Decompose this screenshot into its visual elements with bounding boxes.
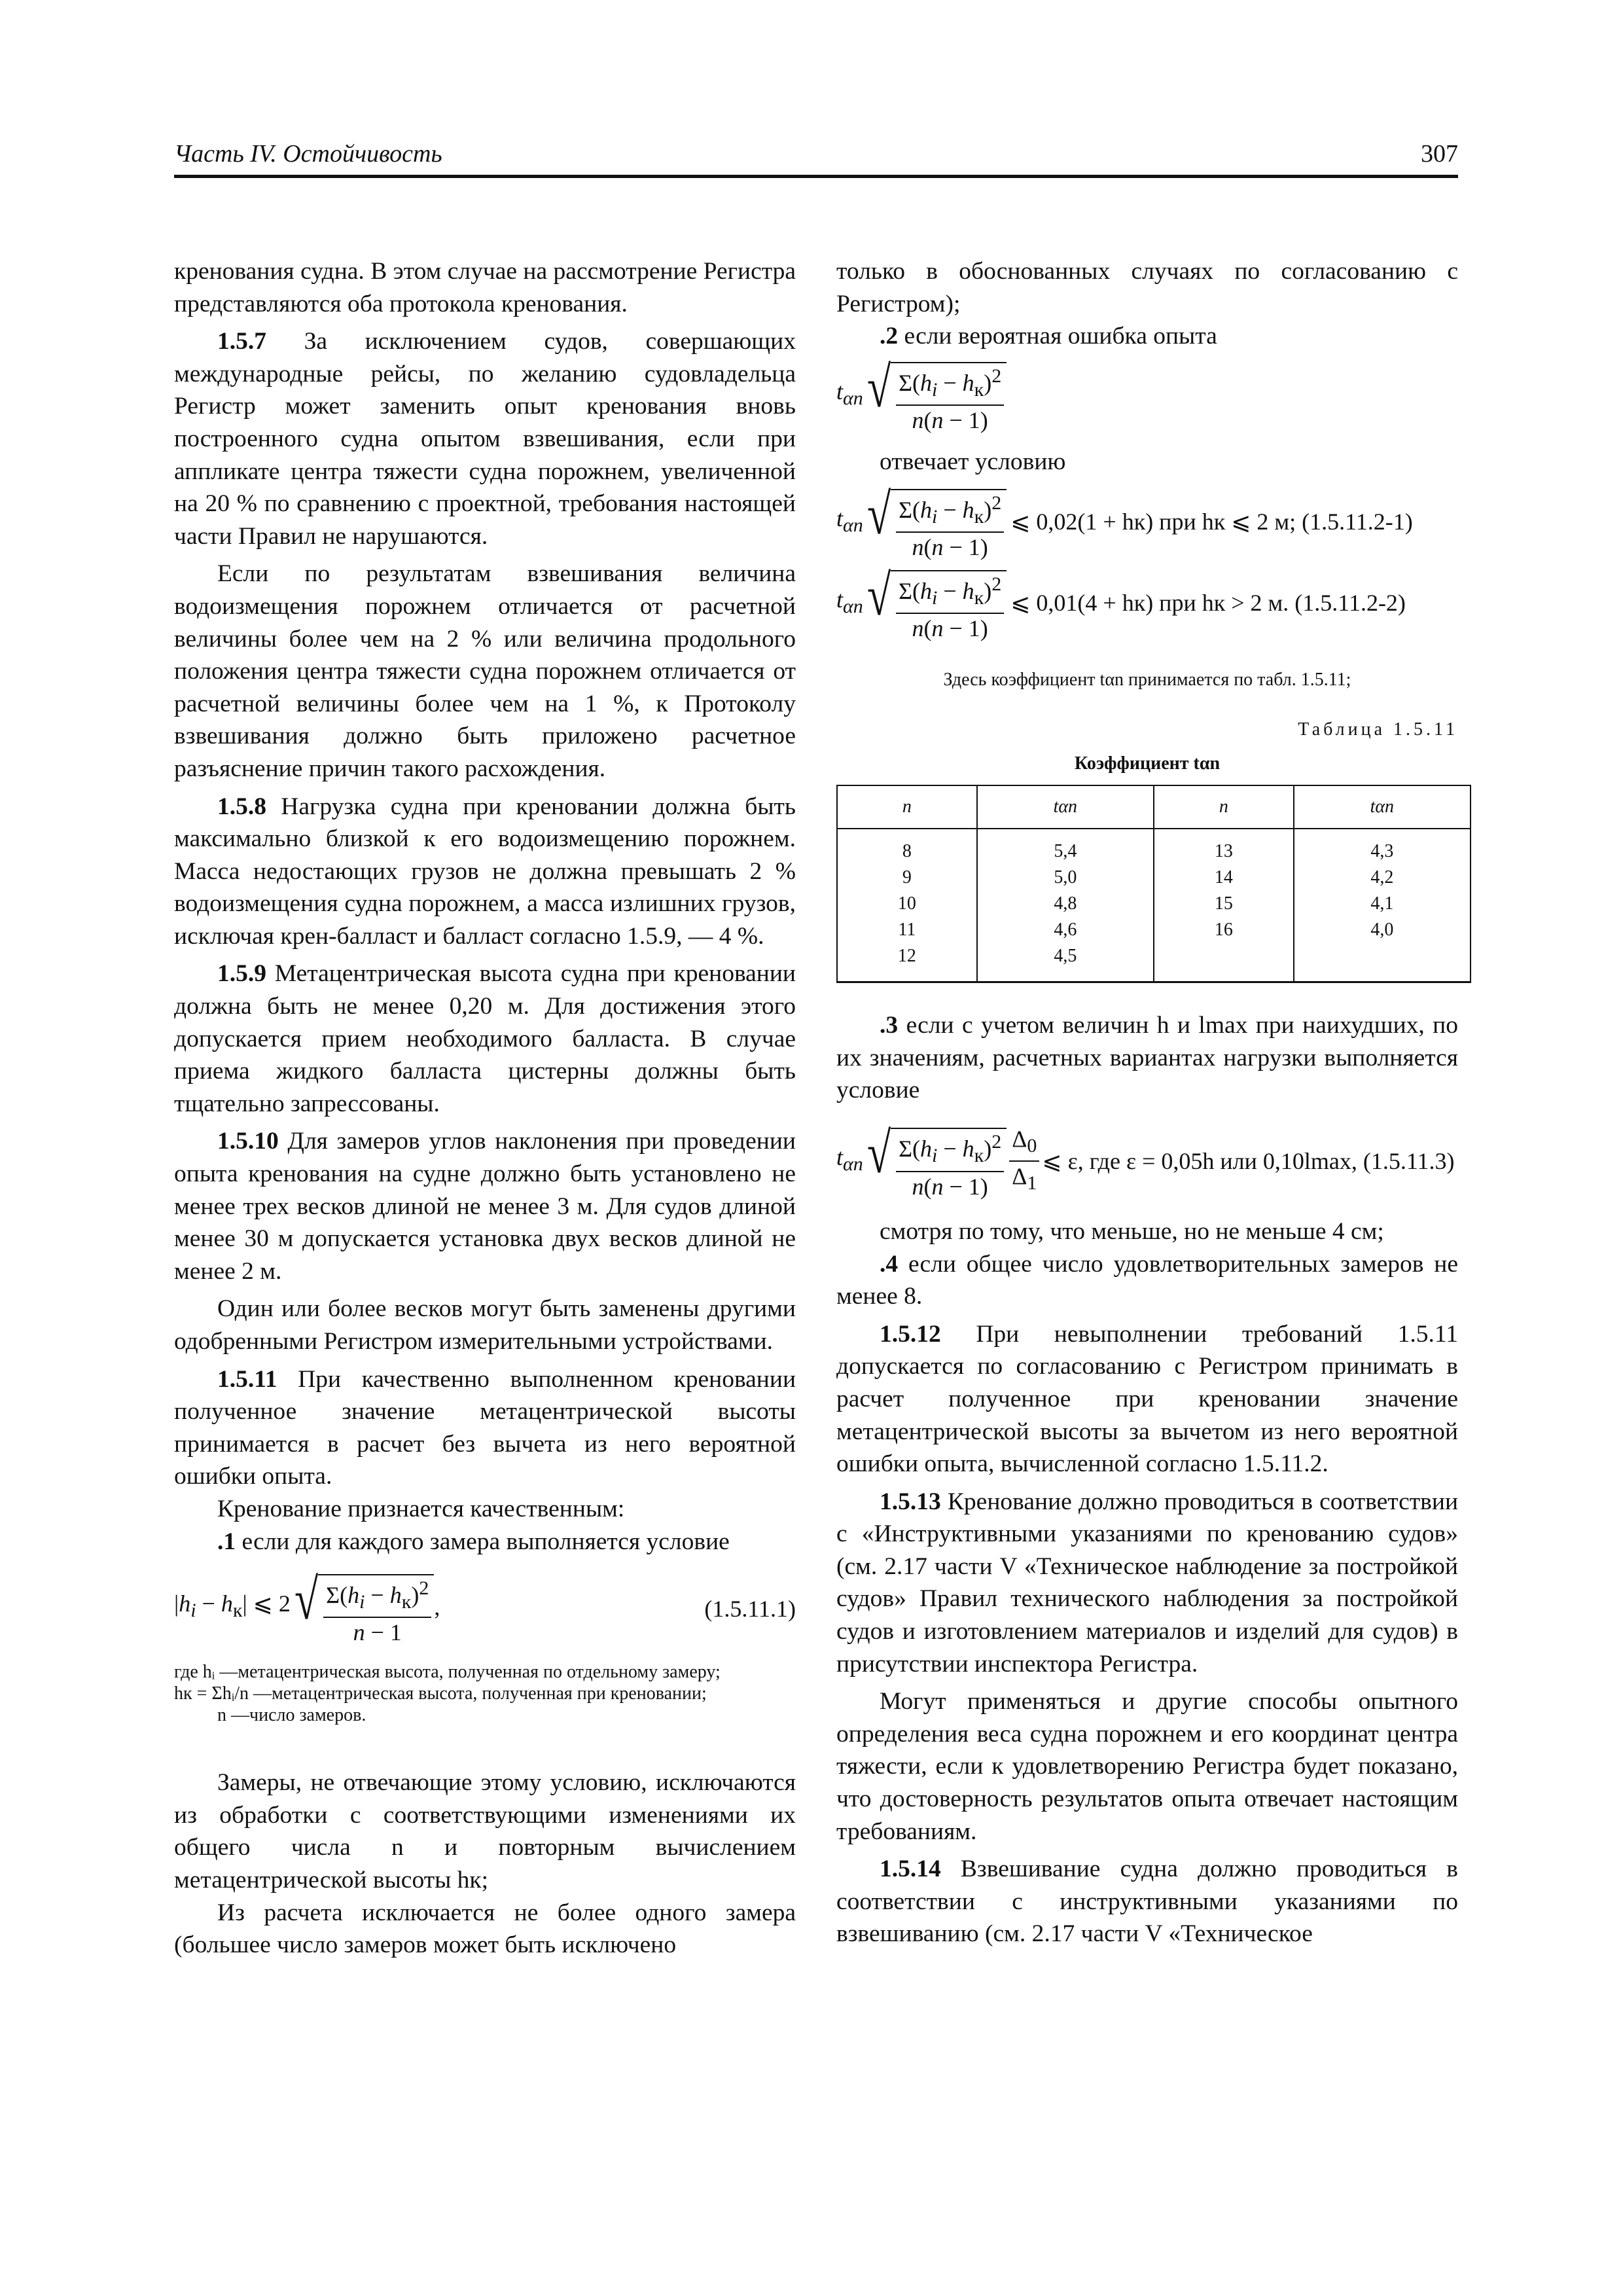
table-note: Здесь коэффициент tαn принимается по табл. 1.5.11; — [943, 670, 1351, 691]
item-number: .3 — [880, 1012, 899, 1039]
paragraph: только в обоснованных случаях по согласованию с Регистром); — [836, 258, 1458, 317]
paragraph: Если по результатам взвешивания величина водоизмещения порожнем отличается от расчетной величины более чем на 2 % или величина продольного положения центра тяжести судна порожнем отличается от расчетной величины более чем на 1 %, к Протоколу взвешивания должно быть приложено расчетное разъяснение причин такого расхождения. — [174, 560, 796, 782]
paragraph: Замеры, не отвечающие этому условию, исключаются из обработки с соответствующими изменениями их общего числа n и повторным вычислением метацентрической высоты hк; — [174, 1769, 796, 1893]
formula-1-5-11-1: $|h_i - h_к|$ ⩽ 2 √ $\frac{\Sigma(h_i - h_к)^2}{n - 1}$ , (1.5.11.1) — [174, 1568, 796, 1645]
coefficient-table — [836, 785, 1471, 983]
definitions — [174, 1661, 796, 1726]
paragraph-1-5-14: 1.5.14 Взвешивание судна должно проводиться в соответствии с инструктивными указаниями по взвешиванию (см. 2.17 части V «Техническое — [836, 1856, 1458, 1948]
table-cell: 5,4 5,0 4,8 4,6 4,5 — [977, 829, 1154, 982]
equation-number: (1.5.11.1) — [704, 1596, 796, 1623]
paragraph: Из расчета исключается не более одного замера (большее число замеров может быть исключено — [174, 1899, 796, 1959]
paragraph-item-2: .2 если вероятная ошибка опыта — [880, 323, 1217, 350]
paragraph-item-3: .3 если с учетом величин h и lmax при наихудших, по их значениям, расчетных вариантах нагрузки выполняется условие — [836, 1012, 1459, 1104]
formula-1-5-11-2-1: $t_{\alpha n}$ √ $\frac{\Sigma(h_i - h_к)^2}{n(n - 1)}$ ⩽ 0,02(1 + hк) при hк ⩽ 2 м; (1.5.11.2-1) — [836, 482, 1413, 560]
paragraph-1-5-11: 1.5.11 При качественно выполненном креновании полученное значение метацентрической высоты принимается в расчет без вычета из него вероятной ошибки опыта. — [174, 1365, 796, 1490]
item-number: .2 — [880, 323, 899, 350]
paragraph-1-5-12: 1.5.12 При невыполнении требований 1.5.11 допускается по согласованию с Регистром принимать в расчет полученное при креновании значение метацентрической высоты за вычетом из него вероятной ошибки опыта, вычисленной согласно 1.5.11.2. — [836, 1320, 1458, 1478]
clause-number: 1.5.13 — [880, 1488, 941, 1515]
col-header: n — [837, 785, 977, 829]
paragraph: Один или более весков могут быть заменены другими одобренными Регистром измерительными устройствами. — [174, 1295, 796, 1355]
paragraph-1-5-9: 1.5.9 Метацентрическая высота судна при креновании должна быть не менее 0,20 м. Для достижения этого допускается прием необходимого балласта. В случае приема жидкого балласта цистерны должны быть тщательно запрессованы. — [174, 960, 796, 1117]
definition-row: где hᵢ — метацентрическая высота, полученная по отдельному замеру; — [174, 1662, 721, 1683]
definition-row: hк = Σhᵢ/n — метацентрическая высота, полученная при креновании; — [174, 1683, 707, 1704]
clause-number: 1.5.7 — [217, 328, 266, 355]
paragraph: Кренование признается качественным: — [217, 1495, 625, 1522]
clause-number: 1.5.8 — [217, 793, 266, 820]
section-title: Часть IV. Остойчивость — [174, 140, 442, 168]
item-number: .4 — [880, 1250, 899, 1278]
paragraph: отвечает условию — [880, 448, 1066, 475]
paragraph-1-5-13: 1.5.13 Кренование должно проводиться в соответствии с «Инструктивными указаниями по кренованию судов» (см. 2.17 части V «Техническое наблюдение за постройкой судов» Правил технического наблюдения за постройкой судов и изготовлением материалов и изделий для судов) в присутствии инспектора Регистра. — [836, 1488, 1459, 1677]
paragraph-1-5-8: 1.5.8 Нагрузка судна при креновании должна быть максимально близкой к его водоизмещению порожнем. Масса недостающих грузов не должна превышать 2 % водоизмещения судна порожнем, а масса излишних грузов, исключая крен-балласт и балласт согласно 1.5.9, — 4 %. — [174, 793, 796, 950]
clause-number: 1.5.12 — [880, 1320, 941, 1348]
paragraph-item-1: .1 если для каждого замера выполняется условие — [217, 1528, 730, 1555]
clause-number: 1.5.10 — [217, 1128, 279, 1155]
clause-number: 1.5.14 — [880, 1856, 941, 1883]
right-column — [836, 255, 1458, 1950]
formula-1-5-11-2-2: $t_{\alpha n}$ √ $\frac{\Sigma(h_i - h_к)^2}{n(n - 1)}$ ⩽ 0,01(4 + hк) при hк > 2 м. (1.5.11.2-2) — [836, 564, 1406, 641]
table-header-row — [837, 785, 1471, 829]
paragraph-1-5-10: 1.5.10 Для замеров углов наклонения при проведении опыта кренования на судне должно быть установлено не менее трех весков длиной не менее 3 м. Для судов длиной менее 30 м допускается установка двух весков длиной не менее 2 м. — [174, 1128, 796, 1285]
table-cell: 4,3 4,2 4,1 4,0 — [1294, 829, 1471, 982]
paragraph: кренования судна. В этом случае на рассмотрение Регистра представляются оба протокола кренования. — [174, 258, 796, 317]
table-caption: Таблица 1.5.11 — [1298, 719, 1458, 740]
formula-1-5-11-3: $t_{\alpha n}$ √ $\frac{\Sigma(h_i - h_к)^2}{n(n - 1)}$ $\frac{\Delta_0}{\Delta_1}$ ⩽ ε, где ε = 0,05h или 0,10lmax, (1.5.11.3) — [836, 1122, 1455, 1200]
clause-number: 1.5.11 — [217, 1365, 277, 1393]
table-cell: 13 14 15 16 — [1154, 829, 1294, 982]
col-header: n — [1154, 785, 1294, 829]
table-row — [837, 829, 1471, 982]
clause-number: 1.5.9 — [217, 960, 266, 988]
col-header: tαn — [1294, 785, 1471, 829]
item-number: .1 — [217, 1528, 236, 1555]
col-header: tαn — [977, 785, 1154, 829]
definition-row: n — число замеров. — [217, 1705, 366, 1726]
table-title: Коэффициент tαn — [1074, 753, 1221, 774]
left-column — [174, 255, 796, 1962]
running-header — [174, 134, 1458, 178]
page-number: 307 — [1421, 140, 1458, 168]
paragraph-item-4: .4 если общее число удовлетворительных замеров не менее 8. — [836, 1250, 1459, 1310]
table-cell: 8 9 10 11 12 — [837, 829, 977, 982]
paragraph: смотря по тому, что меньше, но не меньше 4 см; — [880, 1217, 1384, 1245]
paragraph: Могут применяться и другие способы опытного определения веса судна порожнем и его координат центра тяжести, если к удовлетворению Регистра будет показано, что достоверность результатов опыта отвечает настоящим требованиям. — [836, 1688, 1458, 1845]
paragraph-1-5-7: 1.5.7 За исключением судов, совершающих международные рейсы, по желанию судовладельца Регистр может заменить опыт кренования вновь построенного судна опытом взвешивания, если при аппликате центра тяжести судна порожнем, увеличенной на 20 % по сравнению с проектной, требования настоящей части Правил не нарушаются. — [174, 328, 796, 550]
formula-probable-error: $t_{\alpha n}$ √ $\frac{\Sigma(h_i - h_к)^2}{n(n - 1)}$ — [836, 359, 1458, 431]
